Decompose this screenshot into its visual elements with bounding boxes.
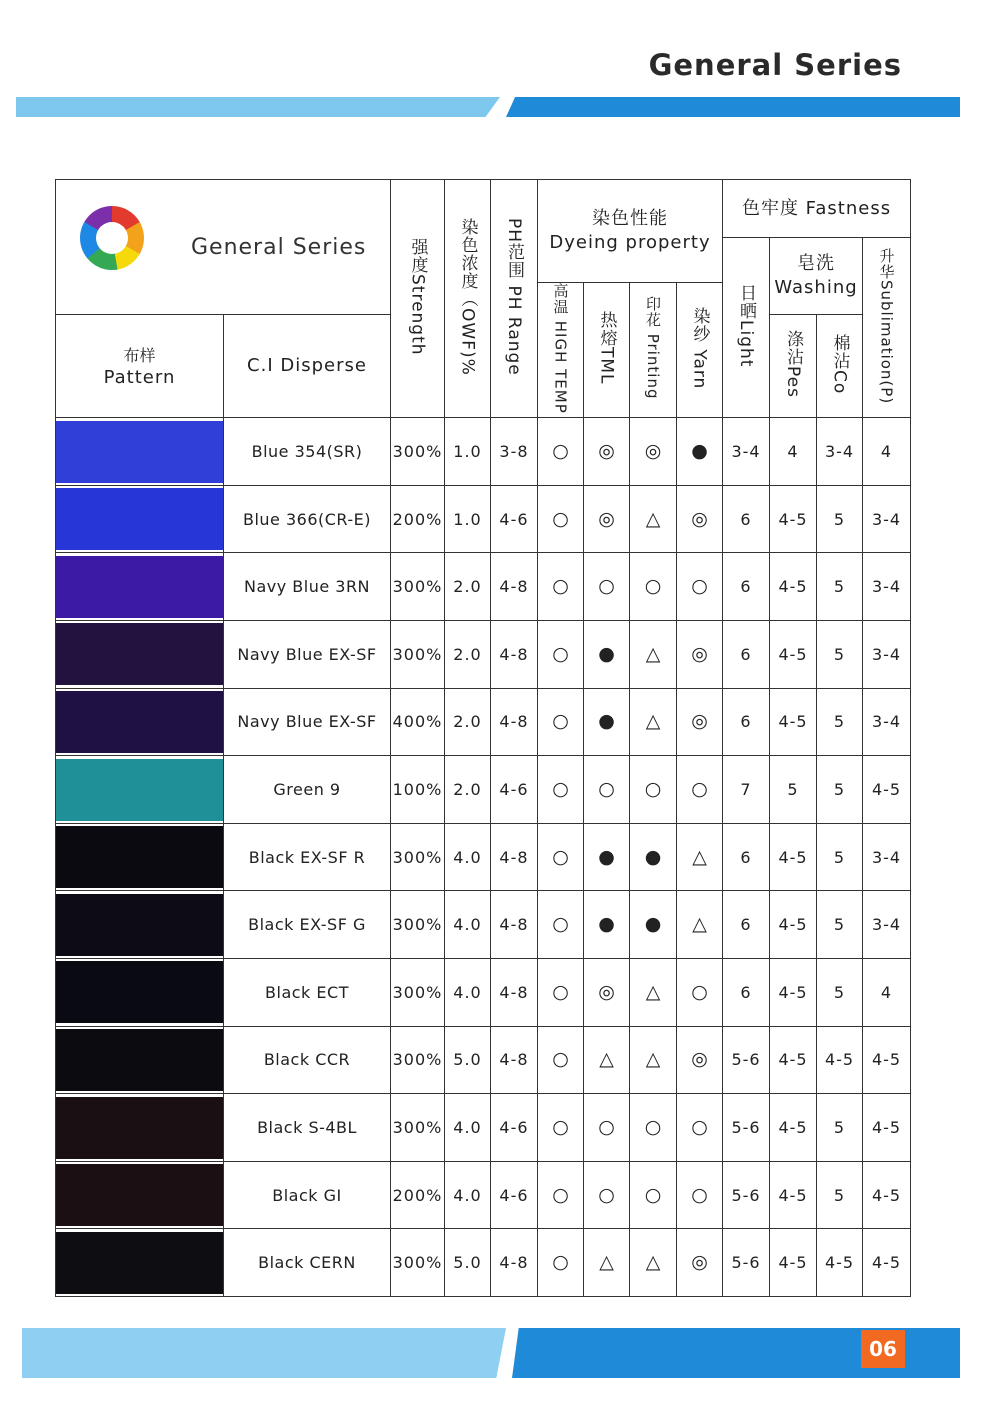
yarn-rating bbox=[677, 485, 723, 553]
color-swatch bbox=[56, 759, 223, 821]
yarn-header: 染纱 Yarn bbox=[677, 282, 723, 418]
circle-symbol-icon: ○ bbox=[691, 778, 708, 801]
printing-rating bbox=[630, 959, 677, 1027]
circle-symbol-icon: ○ bbox=[552, 642, 569, 665]
light-value: 6 bbox=[723, 688, 770, 756]
co-value: 4-5 bbox=[817, 1229, 863, 1297]
sublimation-value: 3-4 bbox=[863, 621, 911, 689]
color-swatch bbox=[56, 421, 223, 483]
light-value: 6 bbox=[723, 959, 770, 1027]
ph-value: 3-8 bbox=[491, 418, 538, 486]
yarn-rating bbox=[677, 1229, 723, 1297]
color-swatch bbox=[56, 1097, 223, 1159]
dye-name: Navy Blue 3RN bbox=[224, 553, 391, 621]
yarn-rating bbox=[677, 553, 723, 621]
conc-value: 5.0 bbox=[445, 1026, 491, 1094]
light-value: 6 bbox=[723, 891, 770, 959]
conc-value: 4.0 bbox=[445, 1094, 491, 1162]
co-value: 5 bbox=[817, 823, 863, 891]
color-swatch bbox=[56, 1232, 223, 1294]
dye-name: Black ECT bbox=[224, 959, 391, 1027]
sublimation-value: 4 bbox=[863, 418, 911, 486]
ht-rating bbox=[538, 688, 584, 756]
printing-rating bbox=[630, 1094, 677, 1162]
strength-value: 300% bbox=[391, 553, 445, 621]
ht-rating bbox=[538, 823, 584, 891]
light-value: 6 bbox=[723, 485, 770, 553]
pes-value: 4-5 bbox=[770, 1094, 817, 1162]
dye-row bbox=[56, 688, 911, 756]
brand-logo-icon bbox=[80, 206, 144, 270]
dye-name: Black EX-SF G bbox=[224, 891, 391, 959]
yarn-rating bbox=[677, 1161, 723, 1229]
strength-value: 300% bbox=[391, 823, 445, 891]
ht-rating bbox=[538, 621, 584, 689]
dye-name: Black GI bbox=[224, 1161, 391, 1229]
pattern-swatch bbox=[56, 1229, 224, 1297]
dye-row bbox=[56, 553, 911, 621]
sublimation-value: 3-4 bbox=[863, 553, 911, 621]
tml-rating bbox=[584, 891, 630, 959]
circle-symbol-icon: ○ bbox=[552, 845, 569, 868]
strength-value: 200% bbox=[391, 1161, 445, 1229]
dye-row bbox=[56, 1026, 911, 1094]
color-swatch bbox=[56, 1164, 223, 1226]
double-symbol-icon: ◎ bbox=[691, 642, 708, 665]
tml-rating bbox=[584, 688, 630, 756]
yarn-rating bbox=[677, 959, 723, 1027]
double-symbol-icon: ◎ bbox=[598, 980, 615, 1003]
circle-symbol-icon: ○ bbox=[552, 507, 569, 530]
dye-name: Black EX-SF R bbox=[224, 823, 391, 891]
sublimation-header: 升华Sublimation(P) bbox=[863, 238, 911, 418]
co-value: 5 bbox=[817, 1094, 863, 1162]
light-value: 6 bbox=[723, 553, 770, 621]
circle-symbol-icon: ○ bbox=[552, 1048, 569, 1071]
pattern-swatch bbox=[56, 418, 224, 486]
triangle-symbol-icon: △ bbox=[645, 1251, 661, 1274]
color-swatch bbox=[56, 894, 223, 956]
pattern-swatch bbox=[56, 621, 224, 689]
conc-value: 1.0 bbox=[445, 418, 491, 486]
dye-row bbox=[56, 621, 911, 689]
pattern-swatch bbox=[56, 1094, 224, 1162]
double-symbol-icon: ◎ bbox=[691, 1048, 708, 1071]
dye-name: Green 9 bbox=[224, 756, 391, 824]
circle-symbol-icon: ○ bbox=[552, 913, 569, 936]
light-value: 5-6 bbox=[723, 1229, 770, 1297]
brand-cell bbox=[56, 180, 391, 315]
ht-rating bbox=[538, 891, 584, 959]
sublimation-value: 4-5 bbox=[863, 1161, 911, 1229]
ph-value: 4-6 bbox=[491, 1161, 538, 1229]
dot-symbol-icon: ● bbox=[598, 710, 615, 733]
double-symbol-icon: ◎ bbox=[644, 440, 662, 463]
printing-rating bbox=[630, 1229, 677, 1297]
sublimation-value: 4-5 bbox=[863, 1094, 911, 1162]
conc-value: 4.0 bbox=[445, 823, 491, 891]
conc-value: 2.0 bbox=[445, 621, 491, 689]
triangle-symbol-icon: △ bbox=[599, 1048, 614, 1071]
co-header: 棉沾Co bbox=[817, 315, 863, 418]
circle-symbol-icon: ○ bbox=[644, 1116, 662, 1139]
circle-symbol-icon: ○ bbox=[598, 1183, 615, 1206]
double-symbol-icon: ◎ bbox=[598, 440, 615, 463]
strength-value: 300% bbox=[391, 621, 445, 689]
tml-rating bbox=[584, 621, 630, 689]
co-value: 5 bbox=[817, 621, 863, 689]
ht-rating bbox=[538, 1094, 584, 1162]
pes-value: 4-5 bbox=[770, 621, 817, 689]
dye-row bbox=[56, 1094, 911, 1162]
tml-rating bbox=[584, 756, 630, 824]
light-value: 5-6 bbox=[723, 1161, 770, 1229]
printing-header: 印花 Printing bbox=[630, 282, 677, 418]
pattern-swatch bbox=[56, 688, 224, 756]
yarn-rating bbox=[677, 1026, 723, 1094]
circle-symbol-icon: ○ bbox=[598, 1116, 615, 1139]
dot-symbol-icon: ● bbox=[644, 845, 662, 868]
co-value: 5 bbox=[817, 1161, 863, 1229]
sublimation-value: 3-4 bbox=[863, 485, 911, 553]
header-band-light bbox=[16, 97, 500, 117]
printing-rating bbox=[630, 823, 677, 891]
pes-value: 4-5 bbox=[770, 1161, 817, 1229]
pattern-swatch bbox=[56, 485, 224, 553]
circle-symbol-icon: ○ bbox=[691, 1116, 708, 1139]
ht-rating bbox=[538, 959, 584, 1027]
color-swatch bbox=[56, 961, 223, 1023]
pes-value: 4-5 bbox=[770, 485, 817, 553]
dye-row bbox=[56, 1229, 911, 1297]
tml-rating bbox=[584, 1161, 630, 1229]
tml-rating bbox=[584, 823, 630, 891]
page-number: 06 bbox=[861, 1330, 905, 1368]
co-value: 5 bbox=[817, 959, 863, 1027]
high-temp-header: 高温 HIGH TEMP bbox=[538, 282, 584, 418]
dye-name: Black CCR bbox=[224, 1026, 391, 1094]
triangle-symbol-icon: △ bbox=[645, 1048, 661, 1071]
tml-rating bbox=[584, 959, 630, 1027]
pattern-swatch bbox=[56, 1161, 224, 1229]
light-value: 6 bbox=[723, 823, 770, 891]
tml-rating bbox=[584, 1094, 630, 1162]
ph-value: 4-8 bbox=[491, 553, 538, 621]
double-symbol-icon: ◎ bbox=[691, 1251, 708, 1274]
dye-name: Black S-4BL bbox=[224, 1094, 391, 1162]
pattern-swatch bbox=[56, 823, 224, 891]
dye-conc-header: 染色浓度（OWF)% bbox=[445, 180, 491, 418]
dye-row bbox=[56, 756, 911, 824]
ht-rating bbox=[538, 418, 584, 486]
dot-symbol-icon: ● bbox=[598, 642, 615, 665]
double-symbol-icon: ◎ bbox=[691, 710, 708, 733]
triangle-symbol-icon: △ bbox=[599, 1251, 614, 1274]
header-band-dark bbox=[506, 97, 960, 117]
triangle-symbol-icon: △ bbox=[645, 710, 661, 733]
conc-value: 2.0 bbox=[445, 756, 491, 824]
sublimation-value: 3-4 bbox=[863, 823, 911, 891]
printing-rating bbox=[630, 756, 677, 824]
ph-range-header: PH范围 PH Range bbox=[491, 180, 538, 418]
color-swatch bbox=[56, 556, 223, 618]
conc-value: 4.0 bbox=[445, 891, 491, 959]
tml-rating bbox=[584, 553, 630, 621]
sublimation-value: 3-4 bbox=[863, 688, 911, 756]
dye-row bbox=[56, 418, 911, 486]
pattern-swatch bbox=[56, 756, 224, 824]
printing-rating bbox=[630, 621, 677, 689]
dye-name: Blue 366(CR-E) bbox=[224, 485, 391, 553]
co-value: 5 bbox=[817, 553, 863, 621]
tml-header: 热熔TML bbox=[584, 282, 630, 418]
strength-value: 400% bbox=[391, 688, 445, 756]
tml-rating bbox=[584, 418, 630, 486]
pes-value: 4-5 bbox=[770, 688, 817, 756]
circle-symbol-icon: ○ bbox=[644, 575, 662, 598]
dye-row bbox=[56, 485, 911, 553]
pes-value: 4-5 bbox=[770, 553, 817, 621]
circle-symbol-icon: ○ bbox=[644, 1183, 662, 1206]
ph-value: 4-8 bbox=[491, 1229, 538, 1297]
conc-value: 2.0 bbox=[445, 553, 491, 621]
ph-value: 4-8 bbox=[491, 1026, 538, 1094]
conc-value: 4.0 bbox=[445, 959, 491, 1027]
ci-disperse-header: C.I Disperse bbox=[224, 315, 391, 418]
strength-value: 300% bbox=[391, 891, 445, 959]
dot-symbol-icon: ● bbox=[598, 913, 615, 936]
co-value: 4-5 bbox=[817, 1026, 863, 1094]
ht-rating bbox=[538, 485, 584, 553]
page-title: General Series bbox=[648, 48, 902, 82]
yarn-rating bbox=[677, 621, 723, 689]
strength-value: 300% bbox=[391, 1229, 445, 1297]
ph-value: 4-6 bbox=[491, 1094, 538, 1162]
ht-rating bbox=[538, 756, 584, 824]
printing-rating bbox=[630, 688, 677, 756]
sublimation-value: 4-5 bbox=[863, 1229, 911, 1297]
co-value: 5 bbox=[817, 688, 863, 756]
pes-value: 5 bbox=[770, 756, 817, 824]
ht-rating bbox=[538, 1229, 584, 1297]
color-swatch bbox=[56, 826, 223, 888]
light-header: 日晒Light bbox=[723, 238, 770, 418]
light-value: 7 bbox=[723, 756, 770, 824]
circle-symbol-icon: ○ bbox=[552, 575, 569, 598]
dye-row bbox=[56, 891, 911, 959]
dot-symbol-icon: ● bbox=[598, 845, 615, 868]
brand-logo-text: General Series bbox=[191, 235, 367, 260]
color-swatch bbox=[56, 1029, 223, 1091]
conc-value: 1.0 bbox=[445, 485, 491, 553]
pattern-swatch bbox=[56, 1026, 224, 1094]
yarn-rating bbox=[677, 418, 723, 486]
circle-symbol-icon: ○ bbox=[598, 575, 615, 598]
yarn-rating bbox=[677, 1094, 723, 1162]
triangle-symbol-icon: △ bbox=[645, 980, 661, 1003]
pattern-swatch bbox=[56, 959, 224, 1027]
circle-symbol-icon: ○ bbox=[552, 778, 569, 801]
color-swatch bbox=[56, 623, 223, 685]
pes-value: 4-5 bbox=[770, 959, 817, 1027]
dye-spec-table bbox=[55, 179, 911, 1297]
fastness-header: 色牢度 Fastness bbox=[723, 180, 911, 238]
circle-symbol-icon: ○ bbox=[552, 980, 569, 1003]
circle-symbol-icon: ○ bbox=[552, 710, 569, 733]
ph-value: 4-8 bbox=[491, 621, 538, 689]
printing-rating bbox=[630, 891, 677, 959]
yarn-rating bbox=[677, 891, 723, 959]
color-swatch bbox=[56, 691, 223, 753]
strength-value: 300% bbox=[391, 418, 445, 486]
circle-symbol-icon: ○ bbox=[644, 778, 662, 801]
triangle-symbol-icon: △ bbox=[692, 845, 707, 868]
yarn-rating bbox=[677, 823, 723, 891]
ph-value: 4-8 bbox=[491, 823, 538, 891]
circle-symbol-icon: ○ bbox=[691, 1183, 708, 1206]
yarn-rating bbox=[677, 688, 723, 756]
ph-value: 4-6 bbox=[491, 756, 538, 824]
circle-symbol-icon: ○ bbox=[691, 575, 708, 598]
circle-symbol-icon: ○ bbox=[552, 440, 569, 463]
ph-value: 4-8 bbox=[491, 688, 538, 756]
sublimation-value: 4-5 bbox=[863, 756, 911, 824]
dye-rows bbox=[56, 418, 911, 1297]
circle-symbol-icon: ○ bbox=[598, 778, 615, 801]
co-value: 3-4 bbox=[817, 418, 863, 486]
triangle-symbol-icon: △ bbox=[692, 913, 707, 936]
dye-name: Blue 354(SR) bbox=[224, 418, 391, 486]
circle-symbol-icon: ○ bbox=[691, 980, 708, 1003]
yarn-rating bbox=[677, 756, 723, 824]
dye-row bbox=[56, 1161, 911, 1229]
pattern-swatch bbox=[56, 891, 224, 959]
triangle-symbol-icon: △ bbox=[645, 642, 661, 665]
printing-rating bbox=[630, 1161, 677, 1229]
double-symbol-icon: ◎ bbox=[598, 507, 615, 530]
sublimation-value: 4-5 bbox=[863, 1026, 911, 1094]
washing-header: 皂洗 Washing bbox=[770, 238, 863, 315]
tml-rating bbox=[584, 1229, 630, 1297]
dot-symbol-icon: ● bbox=[644, 913, 662, 936]
strength-value: 100% bbox=[391, 756, 445, 824]
circle-symbol-icon: ○ bbox=[552, 1251, 569, 1274]
pes-value: 4-5 bbox=[770, 1026, 817, 1094]
pes-value: 4 bbox=[770, 418, 817, 486]
circle-symbol-icon: ○ bbox=[552, 1183, 569, 1206]
dyeing-property-header: 染色性能 Dyeing property bbox=[538, 180, 723, 283]
printing-rating bbox=[630, 485, 677, 553]
footer-band-light bbox=[22, 1328, 506, 1378]
pes-header: 涤沾Pes bbox=[770, 315, 817, 418]
sublimation-value: 4 bbox=[863, 959, 911, 1027]
ph-value: 4-8 bbox=[491, 959, 538, 1027]
light-value: 5-6 bbox=[723, 1026, 770, 1094]
co-value: 5 bbox=[817, 756, 863, 824]
ht-rating bbox=[538, 1161, 584, 1229]
tml-rating bbox=[584, 1026, 630, 1094]
pes-value: 4-5 bbox=[770, 891, 817, 959]
strength-value: 300% bbox=[391, 1094, 445, 1162]
tml-rating bbox=[584, 485, 630, 553]
pattern-header: 布样 Pattern bbox=[56, 315, 224, 418]
strength-header: 强度Strength bbox=[391, 180, 445, 418]
printing-rating bbox=[630, 1026, 677, 1094]
circle-symbol-icon: ○ bbox=[552, 1116, 569, 1139]
sublimation-value: 3-4 bbox=[863, 891, 911, 959]
color-swatch bbox=[56, 488, 223, 550]
ph-value: 4-8 bbox=[491, 891, 538, 959]
dye-name: Navy Blue EX-SF bbox=[224, 621, 391, 689]
dot-symbol-icon: ● bbox=[691, 440, 708, 463]
dye-name: Navy Blue EX-SF bbox=[224, 688, 391, 756]
conc-value: 2.0 bbox=[445, 688, 491, 756]
printing-rating bbox=[630, 553, 677, 621]
light-value: 3-4 bbox=[723, 418, 770, 486]
light-value: 6 bbox=[723, 621, 770, 689]
light-value: 5-6 bbox=[723, 1094, 770, 1162]
conc-value: 4.0 bbox=[445, 1161, 491, 1229]
dye-name: Black CERN bbox=[224, 1229, 391, 1297]
conc-value: 5.0 bbox=[445, 1229, 491, 1297]
pattern-swatch bbox=[56, 553, 224, 621]
ht-rating bbox=[538, 1026, 584, 1094]
strength-value: 300% bbox=[391, 1026, 445, 1094]
strength-value: 200% bbox=[391, 485, 445, 553]
triangle-symbol-icon: △ bbox=[645, 507, 661, 530]
co-value: 5 bbox=[817, 485, 863, 553]
ht-rating bbox=[538, 553, 584, 621]
printing-rating bbox=[630, 418, 677, 486]
co-value: 5 bbox=[817, 891, 863, 959]
pes-value: 4-5 bbox=[770, 823, 817, 891]
dye-row bbox=[56, 959, 911, 1027]
dye-row bbox=[56, 823, 911, 891]
ph-value: 4-6 bbox=[491, 485, 538, 553]
pes-value: 4-5 bbox=[770, 1229, 817, 1297]
strength-value: 300% bbox=[391, 959, 445, 1027]
double-symbol-icon: ◎ bbox=[691, 507, 708, 530]
